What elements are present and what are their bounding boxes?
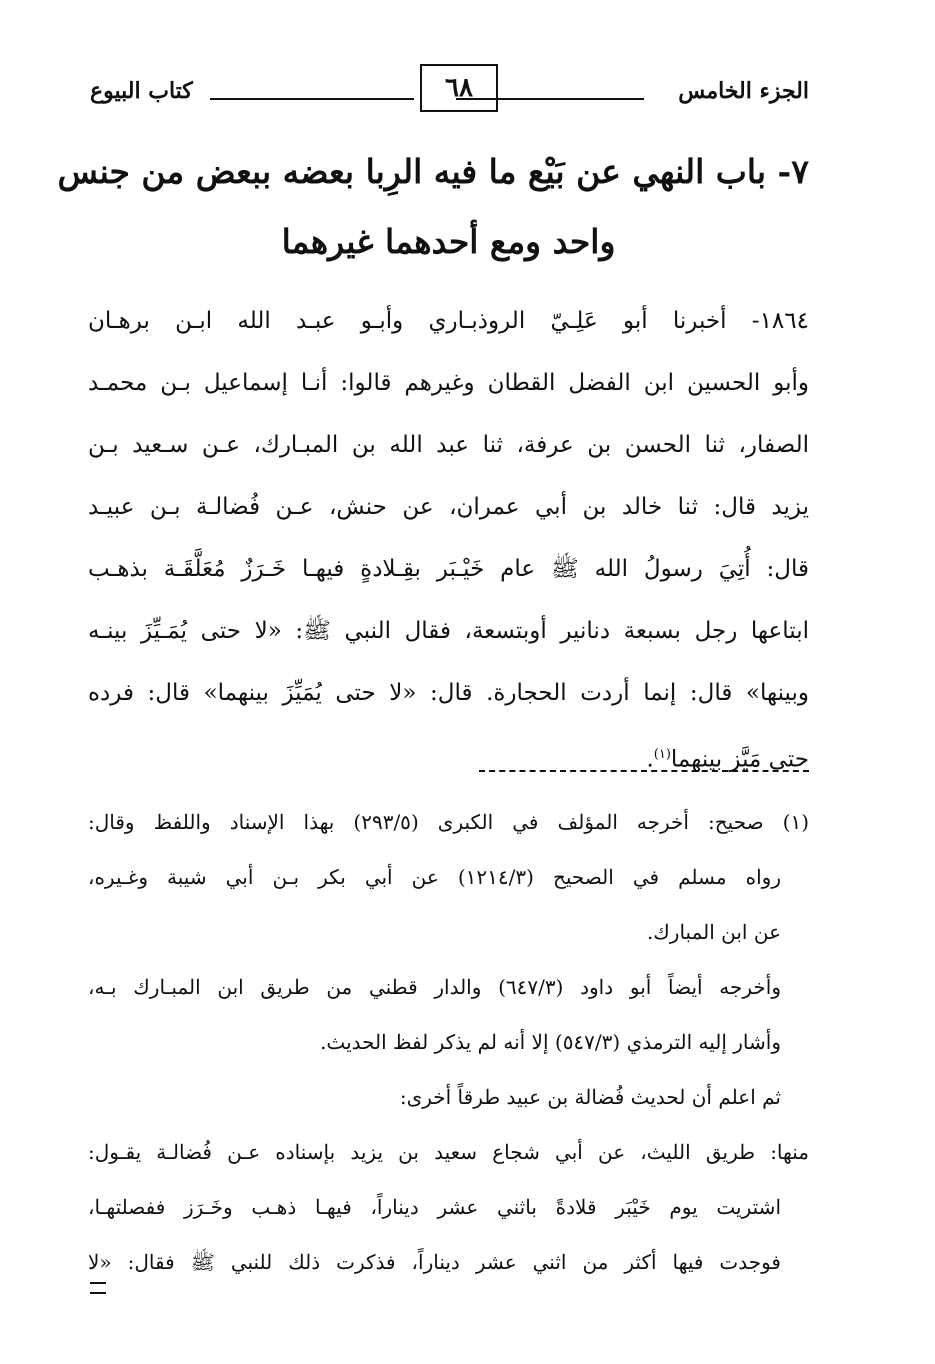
footnote-line-1: (١) صحيح: أخرجه المؤلف في الكبرى (٢٩٣/٥) بهذا الإسناد واللفظ وقال: — [88, 810, 809, 834]
footnote-line-4: وأخرجه أيضاً أبو داود (٦٤٧/٣) والدار قطني من طريق ابن المبـارك بـه، — [88, 975, 781, 999]
running-header — [90, 64, 809, 124]
chapter-title-line-1: ٧- باب النهي عن بَيْع ما فيه الرِبا بعضه ببعض من جنس — [57, 152, 809, 191]
footnote-line-8: اشتريت يوم خَيْبَر قلادةً باثني عشر ديناراً، فيهـا ذهـب وخَـرَز ففصلتهـا، — [88, 1195, 781, 1219]
header-book-title: كتاب البيوع — [90, 78, 193, 104]
body-line-8-text: حتى مَيَّز بينهما — [670, 746, 809, 773]
body-line-7: وبينها» قال: إنما أردت الحجارة. قال: «لا حتى يُمَيِّزَ بينهما» قال: فرده — [88, 680, 809, 706]
continuation-mark — [90, 1282, 106, 1294]
chapter-title-line-2: واحد ومع أحدهما غيرهما — [281, 222, 616, 261]
page-number-box: ٦٨ — [420, 64, 498, 112]
body-line-8: حتى مَيَّز بينهما$^{(١)}$. — [646, 746, 809, 773]
footnote-line-2: رواه مسلم في الصحيح (١٢١٤/٣) عن أبي بكر بـن أبي شيبة وغـيره، — [88, 865, 781, 889]
footnote-divider — [479, 770, 809, 772]
body-line-4: يزيد قال: ثنا خالد بن أبي عمران، عن حنش، عـن فُضالـة بـن عبيـد — [88, 494, 809, 520]
footnote-line-5: وأشار إليه الترمذي (٥٤٧/٣) إلا أنه لم يذكر لفظ الحديث. — [320, 1030, 781, 1054]
body-line-2: وأبو الحسين ابن الفضل القطان وغيرهم قالوا: أنـا إسماعيل بـن محمـد — [88, 370, 809, 396]
footnote-line-7: منها: طريق الليث، عن أبي شجاع سعيد بن يزيد بإسناده عـن فُضالـة يقـول: — [88, 1140, 809, 1164]
hadith-body — [88, 290, 809, 786]
footnote-line-3: عن ابن المبارك. — [646, 920, 781, 944]
body-line-3: الصفار، ثنا الحسن بن عرفة، ثنا عبد الله بن المبـارك، عـن سـعيد بـن — [88, 432, 809, 458]
body-line-5: قال: أُتِيَ رسولُ الله ﷺ عام خَيْـبَر بقِـلادةٍ فيهـا خَـرَزٌ مُعَلَّقَـة بذهـب — [88, 556, 809, 582]
body-line-1: ١٨٦٤- أخبرنا أبو عَلِـيّ الروذبـاري وأبـو عبـد الله ابـن برهـان — [88, 308, 809, 334]
header-part-title: الجزء الخامس — [678, 78, 809, 104]
body-line-6: ابتاعها رجل بسبعة دنانير أوبتسعة، فقال النبي ﷺ: «لا حتى يُمَـيِّزَ بينـه — [88, 618, 809, 644]
footnotes — [88, 795, 809, 1290]
header-rule-left — [210, 98, 414, 100]
footnote-line-9: فوجدت فيها أكثر من اثني عشر ديناراً، فذكرت ذلك للنبي ﷺ فقال: «لا — [88, 1250, 781, 1274]
footnote-line-6: ثم اعلم أن لحديث فُضالة بن عبيد طرقاً أخرى: — [399, 1085, 781, 1109]
footnote-reference: (١) — [653, 747, 671, 762]
